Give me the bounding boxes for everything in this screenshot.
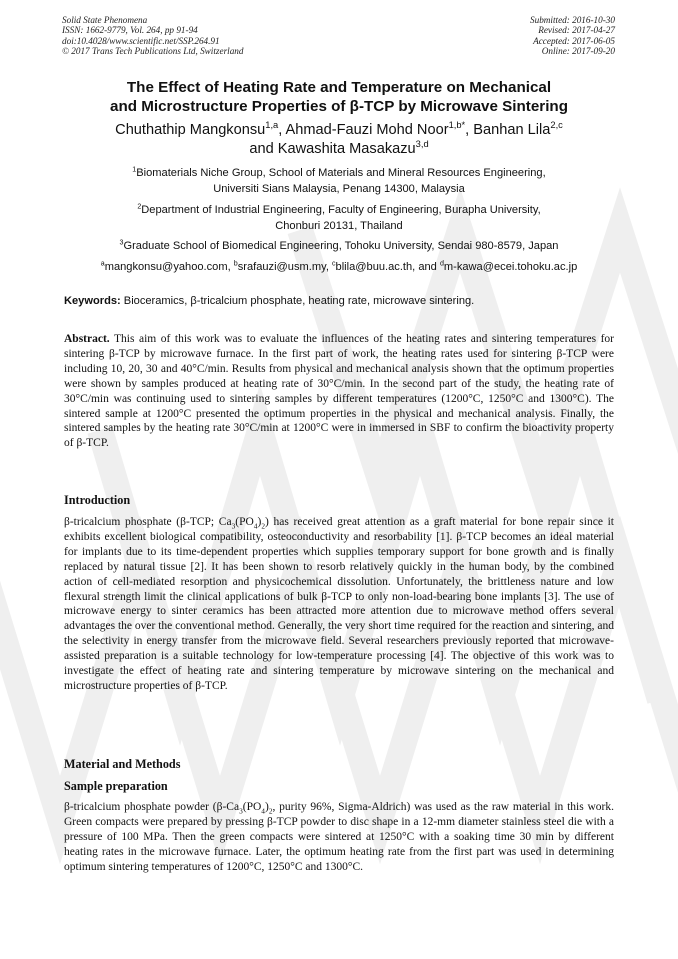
author-name: , Banhan Lila bbox=[465, 122, 551, 138]
author-affiliation-mark: 1,a bbox=[265, 120, 279, 131]
keywords-text: Bioceramics, β-tricalcium phosphate, heating rate, microwave sintering. bbox=[120, 295, 475, 307]
email-link[interactable]: m-kawa@ecei.tohoku.ac.jp bbox=[443, 261, 578, 273]
introduction-paragraph: β-tricalcium phosphate (β-TCP; $Ca_3(PO_4)_2$) has received great attention as a graft material for bone repair since it exhibits excellent biological compatibility, osteoconductivity and resorbability [1]. β-TCP becomes an ideal material for implants due to its time-dependent properties which supplies temporary support for bone growth and is finally replaced by natural tissue [2]. It has been shown to resorb relatively quickly in the human body, by the combined action of cell-mediated resorption and physicochemical dissolution. Unfortunately, the brittleness nature and low flexural strength limit the clinical applications of bulk β-TCP to only non-load-bearing bone implants [3]. The use of microwave energy to sinter ceramics has been attracted more attention due to microwave method offers several advantages the over the conventional method. Generally, the very short time required for the reaction and sintering, and the selectivity in energy transfer from the microwave field. Several researchers previously reported that microwave-assisted preparation is a suitable technology for low-temperature processing [4]. The objective of this work was to investigate the effect of heating rate and sintering temperature by microwave sintering on the mechanical and microstructure properties of β-TCP. bbox=[64, 516, 614, 692]
revised-date: Revised: 2017-04-27 bbox=[538, 25, 615, 36]
abstract-label: Abstract. bbox=[64, 333, 110, 345]
affiliation-text: Chonburi 20131, Thailand bbox=[275, 219, 403, 232]
affiliation-1 bbox=[40, 166, 638, 197]
title-line-2: and Microstructure Properties of β-TCP by Microwave Sintering bbox=[110, 98, 568, 115]
author-affiliation-mark: 2,c bbox=[550, 120, 563, 131]
keywords-label: Keywords: bbox=[64, 295, 121, 307]
authors-line-2 bbox=[40, 140, 638, 159]
author-affiliation-mark: 3,d bbox=[415, 139, 429, 150]
sample-preparation-heading: Sample preparation bbox=[64, 779, 168, 793]
journal-info bbox=[62, 15, 243, 57]
author-emails: $^a$mangkonsu@yahoo.com, $^b$srafauzi@usm.my, $^c$blila@buu.ac.th, and $^d$m-kawa@ecei.tohoku.ac.jp bbox=[100, 259, 578, 273]
submitted-date: Submitted: 2016-10-30 bbox=[530, 15, 615, 25]
affiliation-number: 3 bbox=[119, 238, 124, 247]
email-link[interactable]: blila@buu.ac.th, and bbox=[335, 261, 440, 273]
accepted-date: Accepted: 2017-06-05 bbox=[533, 35, 615, 46]
online-date: Online: 2017-09-20 bbox=[541, 46, 615, 57]
abstract-text: This aim of this work was to evaluate the influences of the heating rates and sintering temperatures for sintering β-TCP by microwave furnace. In the first part of work, the heating rates used for sintering β-TCP were including 10, 20, 30 and 40°C/min. Results from physical and mechanical analysis shown that the optimum properties were shown by samples produced at heating rate of 30°C/min. In the second part of the study, the heating rate of 30°C/min was continuing used to sintering samples by different temperatures (1200°C, 1250°C and 1300°C). The sintered sample at 1200°C presented the optimum properties in the physical and mechanical analysis. Finally, the sintered samples by the heating rate 30°C/min at 1200°C were in immersed in SBF to confirm the bioactivity property of β-TCP. bbox=[64, 333, 614, 450]
issn-line: ISSN: 1662-9779, Vol. 264, pp 91-94 bbox=[62, 25, 198, 36]
doi-line: doi:10.4028/www.scientific.net/SSP.264.91 bbox=[62, 35, 220, 46]
author-affiliation-mark: 1,b* bbox=[448, 120, 466, 131]
journal-name: Solid State Phenomena bbox=[62, 15, 148, 25]
author-name: and Kawashita Masakazu bbox=[249, 141, 416, 157]
authors-line-1 bbox=[40, 121, 638, 140]
copyright-line: © 2017 Trans Tech Publications Ltd, Switzerland bbox=[62, 46, 244, 57]
email-link[interactable]: srafauzi@usm.my, bbox=[237, 261, 332, 273]
affiliation-number: 2 bbox=[137, 202, 142, 211]
author-list bbox=[40, 121, 638, 159]
affiliation-2 bbox=[40, 203, 638, 234]
introduction-heading: Introduction bbox=[64, 493, 131, 507]
email-link[interactable]: mangkonsu@yahoo.com, bbox=[104, 261, 234, 273]
paper-title bbox=[40, 78, 638, 116]
title-line-1: The Effect of Heating Rate and Temperature on Mechanical bbox=[126, 79, 552, 96]
author-name: Chuthathip Mangkonsu bbox=[115, 122, 266, 138]
submission-dates bbox=[530, 15, 615, 57]
affiliation-3 bbox=[40, 239, 638, 255]
methods-heading: Material and Methods bbox=[64, 757, 181, 771]
abstract-paragraph bbox=[64, 332, 614, 451]
affiliation-text: Biomaterials Niche Group, School of Materials and Mineral Resources Engineering, bbox=[136, 167, 546, 179]
author-name: , Ahmad-Fauzi Mohd Noor bbox=[278, 122, 449, 138]
affiliation-text: Graduate School of Biomedical Engineering, Tohoku University, Sendai 980-8579, Japan bbox=[123, 240, 559, 252]
affiliation-text: Universiti Sians Malaysia, Penang 14300, Malaysia bbox=[213, 182, 465, 195]
affiliation-text: Department of Industrial Engineering, Faculty of Engineering, Burapha University, bbox=[141, 204, 541, 216]
affiliation-number: 1 bbox=[132, 165, 137, 174]
sample-preparation-paragraph: β-tricalcium phosphate powder ($\beta-Ca_3(PO_4)_2$, purity 96%, Sigma-Aldrich) was used as the raw material in this work. Green compacts were prepared by pressing β-TCP powder to disc shape in a 12-mm diameter stainless steel die with a pressure of 100 MPa. Then the green compacts were sintered at 1250°C with a soaking time 30 min by different heating rates in the microwave furnace. Later, the optimum heating rate from the first part was used in determining optimum sintering temperatures of 1200°C, 1250°C and 1300°C. bbox=[64, 801, 614, 873]
keywords bbox=[64, 294, 624, 309]
